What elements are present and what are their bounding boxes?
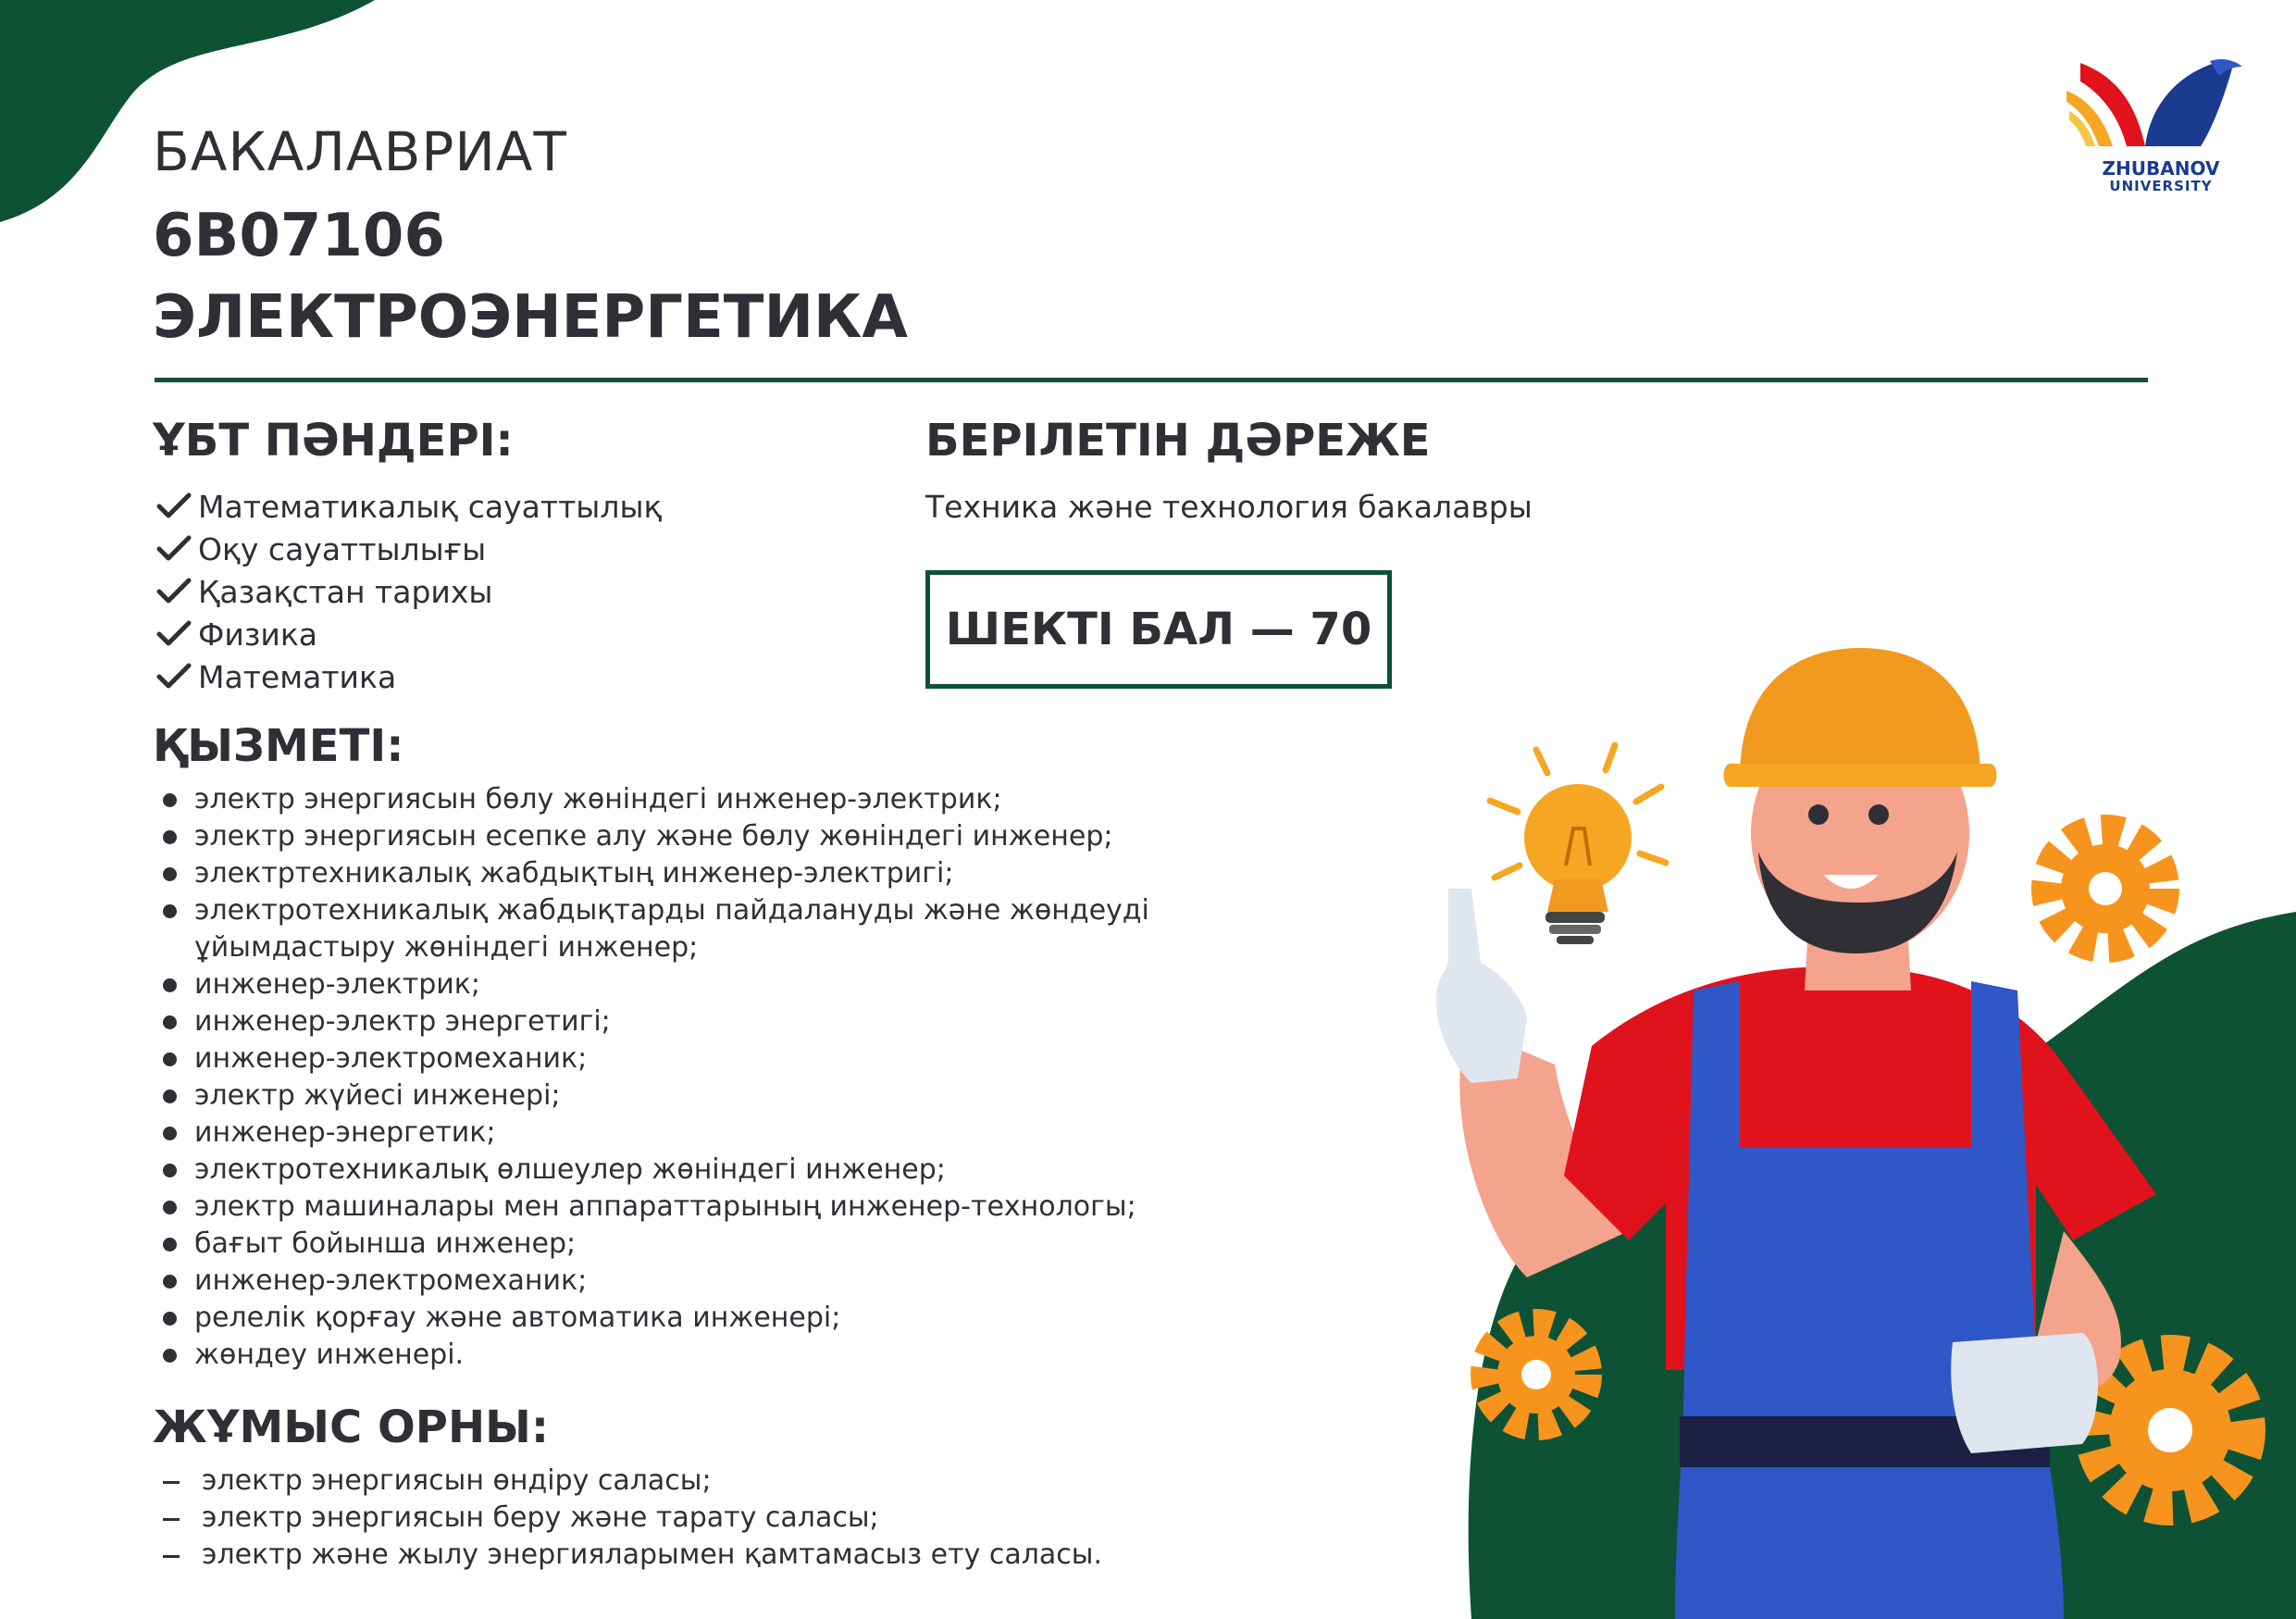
duty-text: электр энергиясын бөлу жөніндегі инженер-электрик; bbox=[194, 783, 1002, 816]
subject-label: Математика bbox=[198, 658, 397, 695]
duty-text: бағыт бойынша инженер; bbox=[194, 1227, 577, 1260]
duty-text: инженер-энергетик; bbox=[194, 1116, 496, 1149]
program-code: 6B07106 bbox=[153, 202, 445, 270]
threshold-score: ШЕКТІ БАЛ — 70 bbox=[945, 604, 1372, 655]
duty-text: электротехникалық өлшеулер жөніндегі инженер; bbox=[194, 1153, 946, 1186]
gear-icon bbox=[2094, 1354, 2246, 1506]
duty-text: инженер-электромеханик; bbox=[194, 1264, 588, 1297]
workplace-text: электр энергиясын өндіру саласы; bbox=[202, 1464, 712, 1497]
duty-text-line: электротехникалық жабдықтарды пайдалануды және жөндеуді bbox=[194, 894, 1149, 927]
workplace-text: электр және жылу энергияларымен қамтамасыз ету саласы. bbox=[202, 1538, 1103, 1571]
workplaces-title: ЖҰМЫС ОРНЫ: bbox=[153, 1401, 550, 1453]
duties-title: ҚЫЗМЕТІ: bbox=[153, 720, 404, 772]
duty-text: электртехникалық жабдықтың инженер-электригі; bbox=[194, 857, 954, 890]
subject-label: Физика bbox=[198, 616, 318, 653]
logo-text-secondary: UNIVERSITY bbox=[2109, 178, 2213, 194]
subject-label: Математикалық сауаттылық bbox=[198, 488, 663, 525]
logo-text-primary: ZHUBANOV bbox=[2102, 157, 2220, 180]
subject-label: Оқу сауаттылығы bbox=[198, 530, 487, 567]
subject-label: Қазақстан тарихы bbox=[198, 573, 493, 610]
lightbulb-icon bbox=[1490, 745, 1666, 944]
worker-figure bbox=[1436, 648, 2156, 1619]
duty-text: электр машиналары мен аппараттарының инженер-технологы; bbox=[194, 1190, 1136, 1223]
duty-text-line: ұйымдастыру жөніндегі инженер; bbox=[194, 931, 699, 964]
program-name: ЭЛЕКТРОЭНЕРГЕТИКА bbox=[153, 283, 908, 352]
degree-value: Техника және технология бакалавры bbox=[925, 489, 1533, 525]
duty-text: инженер-электромеханик; bbox=[194, 1042, 588, 1075]
duty-text: жөндеу инженері. bbox=[194, 1339, 465, 1371]
gear-icon bbox=[2048, 831, 2163, 946]
degree-level: БАКАЛАВРИАТ bbox=[153, 120, 567, 183]
degree-title: БЕРІЛЕТІН ДӘРЕЖЕ bbox=[925, 415, 1431, 467]
ubt-subjects-title: ҰБТ ПӘНДЕРІ: bbox=[153, 415, 514, 467]
duty-text: инженер-электр энергетигі; bbox=[194, 1005, 611, 1038]
duty-text: электр жүйесі инженері; bbox=[194, 1079, 561, 1112]
duty-text: инженер-электрик; bbox=[194, 968, 480, 1001]
workplace-text: электр энергиясын беру және тарату саласы; bbox=[202, 1501, 879, 1534]
gear-icon bbox=[1485, 1324, 1587, 1426]
duty-text: релелік қорғау және автоматика инженері; bbox=[194, 1301, 841, 1334]
duty-text: электр энергиясын есепке алу және бөлу жөніндегі инженер; bbox=[194, 820, 1113, 853]
